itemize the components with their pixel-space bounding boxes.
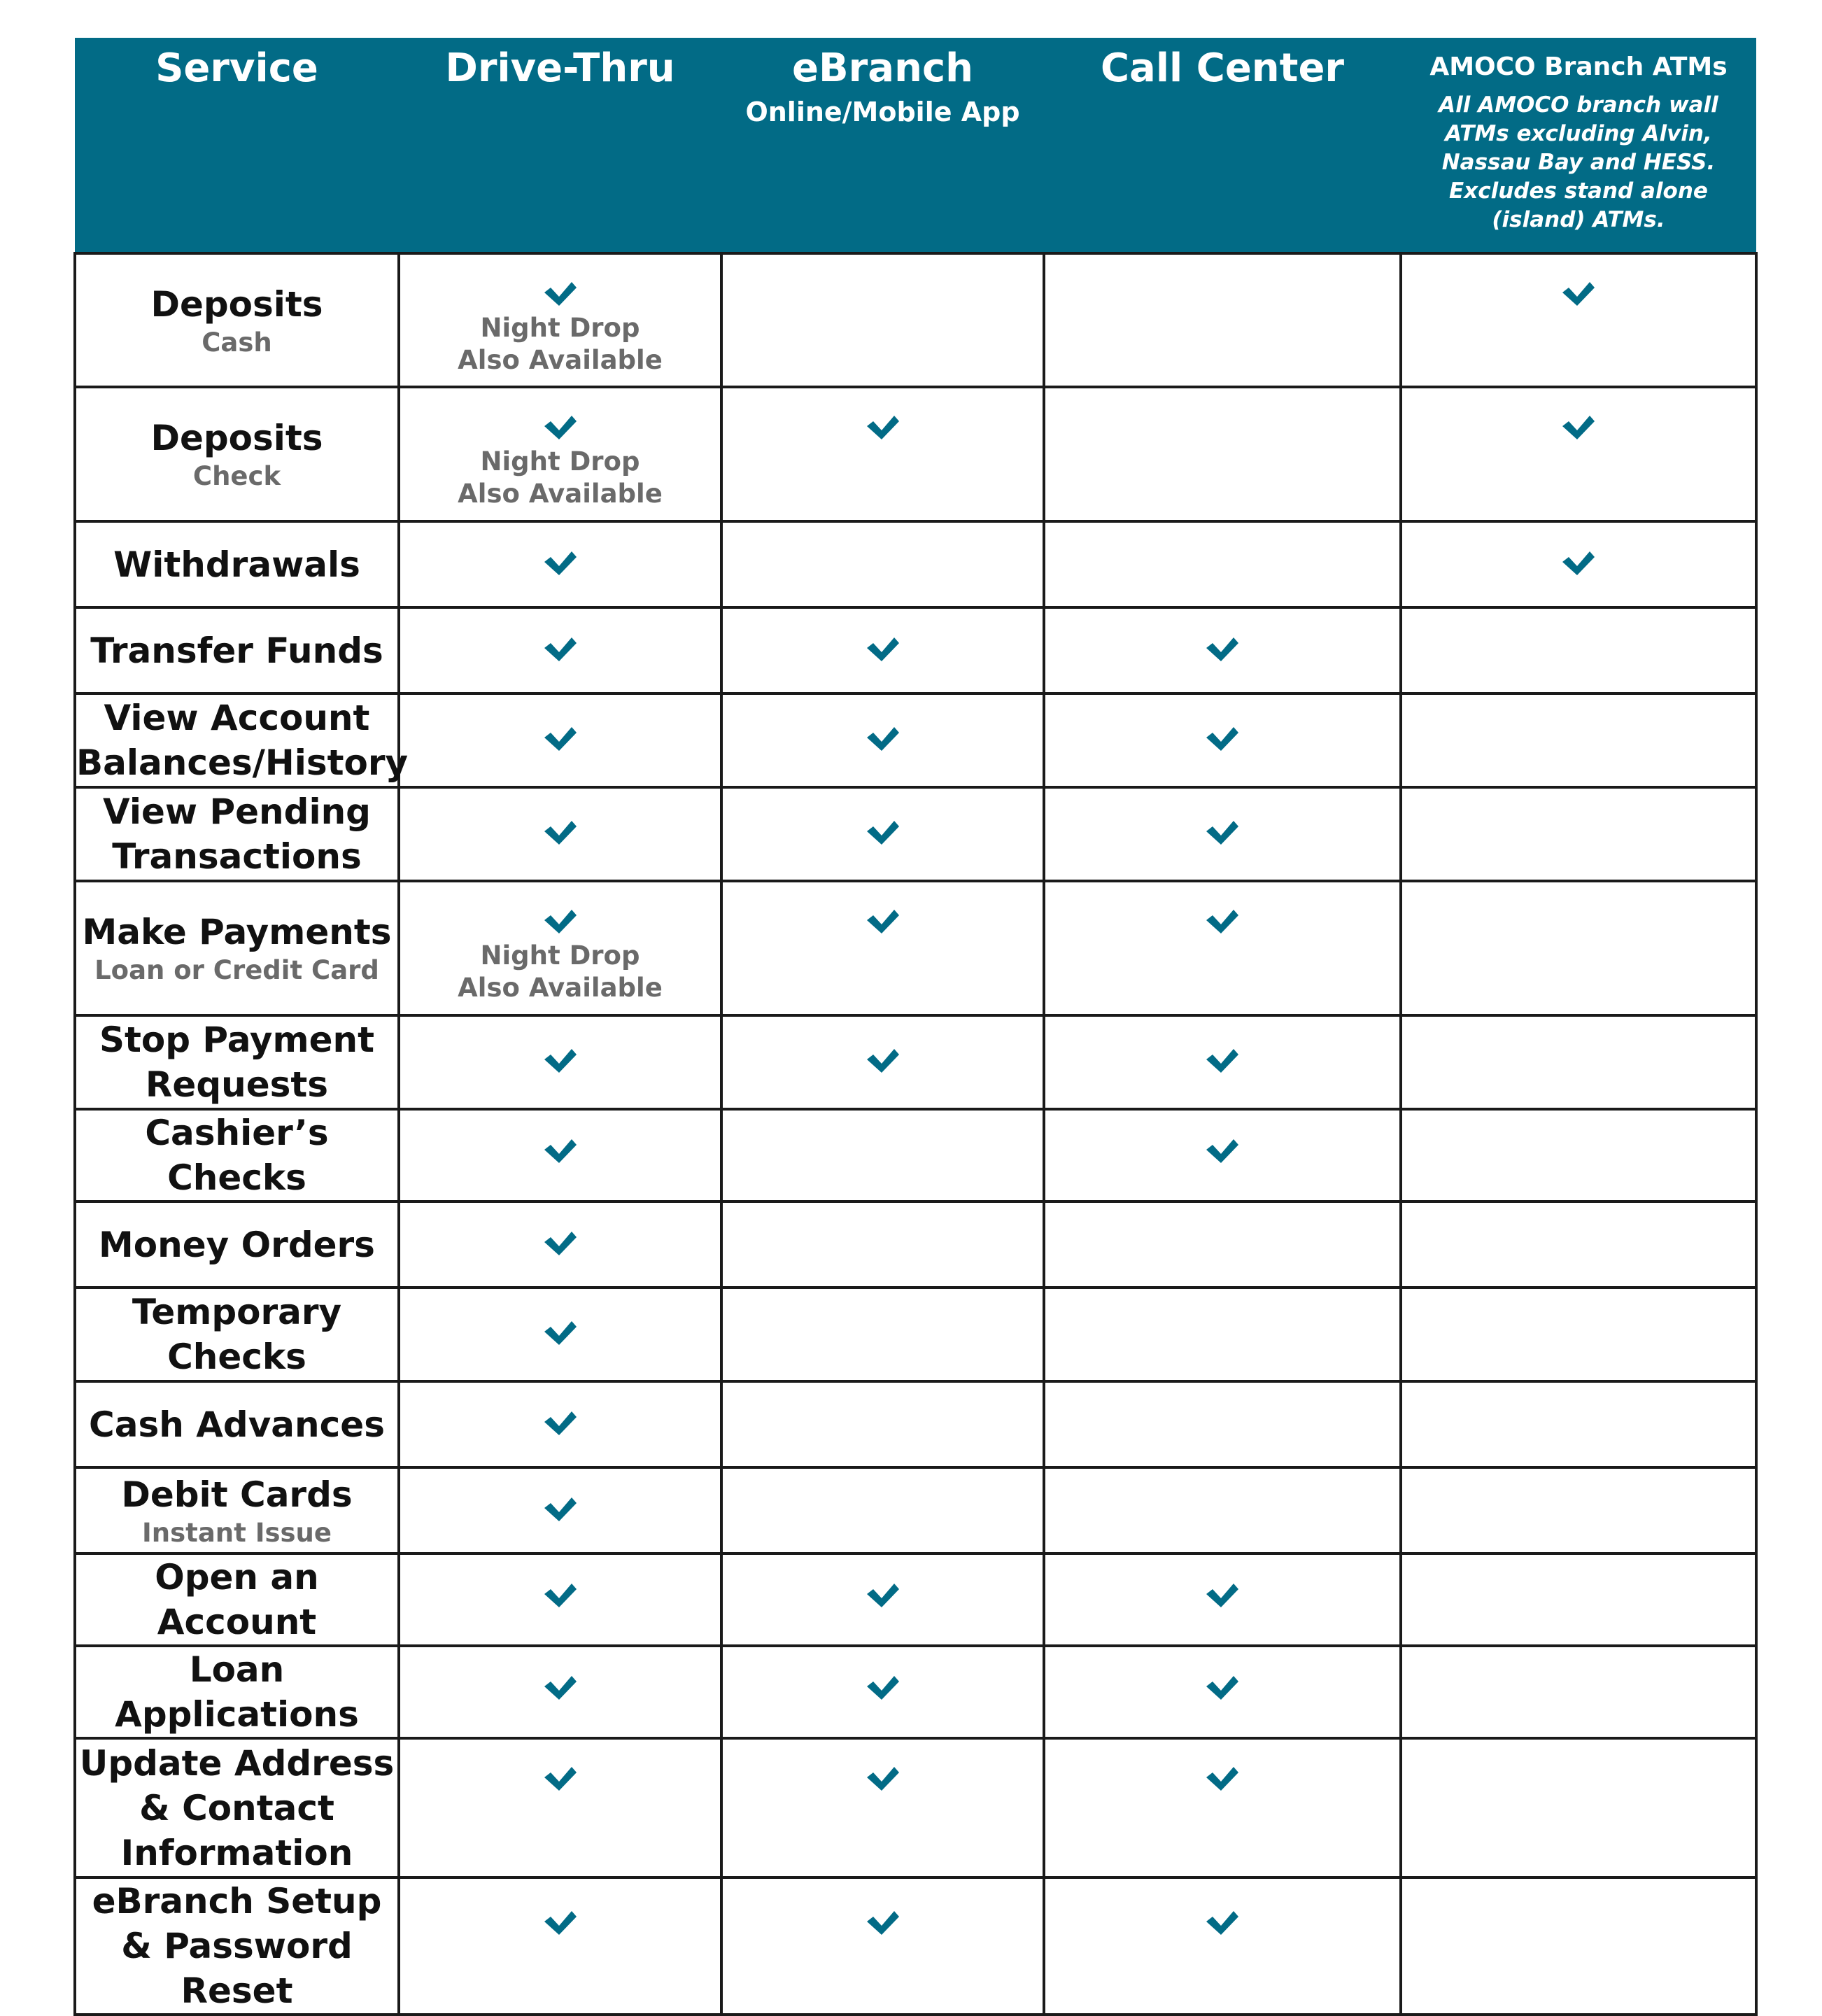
checkmark-icon — [1205, 1047, 1240, 1075]
service-cell — [75, 1015, 399, 1109]
availability-cell-atm — [1401, 1109, 1756, 1201]
checkmark-icon — [543, 635, 578, 663]
service-cell — [75, 1109, 399, 1201]
availability-mark — [723, 1555, 1043, 1609]
availability-mark — [400, 1383, 720, 1437]
availability-cell-ebranch — [721, 1381, 1044, 1467]
availability-mark — [723, 388, 1043, 442]
checkmark-icon — [1205, 1765, 1240, 1793]
header-drive-thru — [399, 38, 721, 253]
checkmark-icon — [866, 1581, 901, 1609]
availability-cell-atm — [1401, 1381, 1756, 1467]
availability-mark — [400, 1647, 720, 1702]
service-cell — [75, 787, 399, 881]
table-row — [75, 1201, 1756, 1288]
availability-cell-atm — [1401, 1467, 1756, 1553]
checkmark-icon — [866, 1047, 901, 1075]
table-row — [75, 1738, 1756, 1877]
service-cell — [75, 607, 399, 693]
availability-mark — [400, 1289, 720, 1347]
service-name: View Pending Transactions — [103, 791, 371, 877]
availability-mark — [1045, 1879, 1399, 1937]
availability-mark — [400, 1740, 720, 1793]
header-service — [75, 38, 399, 253]
availability-mark — [1045, 1555, 1399, 1609]
availability-cell-drive-thru — [399, 1109, 721, 1201]
availability-cell-atm — [1401, 787, 1756, 881]
availability-mark — [1402, 388, 1755, 442]
availability-cell-drive-thru — [399, 607, 721, 693]
service-subtitle: Check — [192, 461, 281, 491]
checkmark-icon — [1205, 1674, 1240, 1702]
availability-cell-drive-thru — [399, 1381, 721, 1467]
availability-cell-call-center — [1044, 387, 1401, 521]
availability-cell-call-center — [1044, 1738, 1401, 1877]
availability-cell-atm — [1401, 1738, 1756, 1877]
availability-cell-ebranch — [721, 387, 1044, 521]
availability-cell-call-center — [1044, 607, 1401, 693]
availability-cell-ebranch — [721, 1201, 1044, 1288]
availability-cell-ebranch — [721, 1738, 1044, 1877]
availability-cell-drive-thru — [399, 787, 721, 881]
table-row — [75, 1553, 1756, 1646]
checkmark-icon — [543, 1047, 578, 1075]
checkmark-icon — [1205, 1137, 1240, 1165]
availability-cell-drive-thru — [399, 521, 721, 607]
availability-cell-atm — [1401, 253, 1756, 387]
service-name: Money Orders — [99, 1224, 375, 1265]
availability-cell-drive-thru — [399, 1646, 721, 1738]
header-ebranch — [721, 38, 1044, 253]
table-row — [75, 1467, 1756, 1553]
header-service-label: Service — [155, 45, 318, 91]
checkmark-icon — [1561, 549, 1596, 577]
availability-mark — [723, 695, 1043, 753]
availability-cell-call-center — [1044, 1015, 1401, 1109]
table-row — [75, 881, 1756, 1015]
service-cell — [75, 1201, 399, 1288]
availability-cell-atm — [1401, 1646, 1756, 1738]
service-cell — [75, 387, 399, 521]
checkmark-icon — [1205, 635, 1240, 663]
checkmark-icon — [866, 635, 901, 663]
checkmark-icon — [543, 1765, 578, 1793]
checkmark-icon — [543, 725, 578, 753]
availability-cell-ebranch — [721, 693, 1044, 787]
availability-mark — [723, 882, 1043, 936]
header-ebranch-subtitle: Online/Mobile App — [745, 97, 1020, 127]
availability-cell-ebranch — [721, 1646, 1044, 1738]
service-cell — [75, 1646, 399, 1738]
night-drop-note: Night Drop — [480, 313, 640, 343]
service-name: eBranch Setup & Password Reset — [92, 1881, 382, 2011]
services-table-wrapper — [73, 38, 1755, 2016]
availability-mark — [400, 388, 720, 510]
availability-mark — [723, 1647, 1043, 1702]
table-row — [75, 387, 1756, 521]
availability-cell-call-center — [1044, 253, 1401, 387]
checkmark-icon — [543, 1581, 578, 1609]
availability-mark — [1045, 882, 1399, 936]
checkmark-icon — [866, 414, 901, 442]
availability-mark — [400, 695, 720, 753]
table-row — [75, 607, 1756, 693]
availability-mark — [1045, 609, 1399, 663]
checkmark-icon — [543, 1229, 578, 1257]
availability-mark — [400, 882, 720, 1004]
availability-cell-drive-thru — [399, 253, 721, 387]
availability-cell-drive-thru — [399, 1467, 721, 1553]
availability-cell-ebranch — [721, 1288, 1044, 1381]
service-name: Cashier’s Checks — [145, 1113, 329, 1198]
service-name: View Account Balances/History — [76, 698, 409, 783]
checkmark-icon — [543, 1674, 578, 1702]
availability-cell-ebranch — [721, 787, 1044, 881]
availability-cell-atm — [1401, 1553, 1756, 1646]
service-cell — [75, 881, 399, 1015]
availability-cell-drive-thru — [399, 693, 721, 787]
service-name: Loan Applications — [115, 1649, 359, 1735]
availability-cell-call-center — [1044, 1646, 1401, 1738]
availability-cell-call-center — [1044, 521, 1401, 607]
service-name: Open an Account — [155, 1557, 319, 1642]
availability-mark — [723, 609, 1043, 663]
availability-mark — [723, 1017, 1043, 1075]
table-row — [75, 787, 1756, 881]
service-name: Transfer Funds — [90, 630, 383, 671]
availability-cell-drive-thru — [399, 387, 721, 521]
checkmark-icon — [1561, 414, 1596, 442]
night-drop-note: Night Drop — [480, 940, 640, 971]
service-name: Update Address & Contact Information — [79, 1742, 395, 1873]
availability-mark — [400, 609, 720, 663]
service-cell — [75, 253, 399, 387]
header-call-center — [1044, 38, 1401, 253]
availability-cell-ebranch — [721, 1553, 1044, 1646]
checkmark-icon — [866, 1674, 901, 1702]
table-row — [75, 521, 1756, 607]
availability-cell-call-center — [1044, 1201, 1401, 1288]
header-drive-thru-label: Drive-Thru — [445, 45, 675, 91]
header-ebranch-label: eBranch — [792, 45, 973, 91]
availability-cell-ebranch — [721, 521, 1044, 607]
service-subtitle: Instant Issue — [142, 1517, 332, 1548]
service-name: Deposits — [150, 418, 323, 458]
availability-mark — [723, 789, 1043, 847]
availability-mark — [1045, 1740, 1399, 1793]
service-cell — [75, 1467, 399, 1553]
availability-mark — [1402, 523, 1755, 577]
availability-cell-drive-thru — [399, 1288, 721, 1381]
availability-cell-ebranch — [721, 1015, 1044, 1109]
service-cell — [75, 1738, 399, 1877]
checkmark-icon — [543, 1319, 578, 1347]
availability-cell-drive-thru — [399, 881, 721, 1015]
availability-cell-atm — [1401, 1288, 1756, 1381]
availability-mark — [1045, 1111, 1399, 1165]
service-name: Deposits — [150, 283, 323, 325]
service-name: Temporary Checks — [132, 1292, 342, 1377]
also-available-note: Also Available — [458, 973, 663, 1003]
table-row — [75, 1015, 1756, 1109]
table-row — [75, 1288, 1756, 1381]
checkmark-icon — [543, 1409, 578, 1437]
availability-mark — [1045, 1017, 1399, 1075]
checkmark-icon — [1561, 280, 1596, 308]
availability-cell-atm — [1401, 881, 1756, 1015]
header-atm — [1401, 38, 1756, 253]
checkmark-icon — [866, 1909, 901, 1937]
checkmark-icon — [866, 1765, 901, 1793]
availability-mark — [1045, 695, 1399, 753]
service-subtitle: Cash — [202, 327, 272, 358]
checkmark-icon — [1205, 819, 1240, 847]
service-cell — [75, 693, 409, 787]
table-row — [75, 253, 1756, 387]
availability-cell-call-center — [1044, 693, 1401, 787]
checkmark-icon — [543, 549, 578, 577]
service-subtitle: Loan or Credit Card — [94, 955, 379, 985]
availability-mark — [400, 1017, 720, 1075]
service-cell — [75, 1288, 399, 1381]
service-name: Withdrawals — [113, 544, 360, 585]
service-cell — [75, 1553, 399, 1646]
availability-mark — [1402, 255, 1755, 308]
checkmark-icon — [543, 1495, 578, 1523]
availability-mark — [400, 1879, 720, 1937]
availability-cell-ebranch — [721, 253, 1044, 387]
checkmark-icon — [866, 908, 901, 936]
availability-cell-call-center — [1044, 787, 1401, 881]
checkmark-icon — [543, 1909, 578, 1937]
availability-cell-atm — [1401, 387, 1756, 521]
availability-cell-drive-thru — [399, 1553, 721, 1646]
checkmark-icon — [1205, 725, 1240, 753]
availability-cell-ebranch — [721, 1467, 1044, 1553]
checkmark-icon — [543, 1137, 578, 1165]
availability-mark — [1045, 789, 1399, 847]
table-row — [75, 1646, 1756, 1738]
availability-mark — [400, 1555, 720, 1609]
table-row — [75, 693, 1756, 787]
services-table-body — [75, 253, 1756, 2015]
availability-cell-call-center — [1044, 1467, 1401, 1553]
availability-cell-call-center — [1044, 1109, 1401, 1201]
availability-cell-atm — [1401, 607, 1756, 693]
service-cell — [75, 521, 399, 607]
header-atm-label: AMOCO Branch ATMs — [1429, 52, 1728, 81]
availability-cell-atm — [1401, 1201, 1756, 1288]
checkmark-icon — [866, 725, 901, 753]
availability-cell-atm — [1401, 521, 1756, 607]
availability-mark — [400, 255, 720, 376]
availability-cell-call-center — [1044, 1381, 1401, 1467]
availability-cell-drive-thru — [399, 1738, 721, 1877]
checkmark-icon — [543, 414, 578, 442]
availability-mark — [400, 1203, 720, 1257]
service-name: Debit Cards — [121, 1474, 353, 1515]
availability-cell-drive-thru — [399, 1201, 721, 1288]
availability-mark — [400, 1469, 720, 1523]
availability-cell-ebranch — [721, 881, 1044, 1015]
service-name: Make Payments — [82, 912, 392, 952]
also-available-note: Also Available — [458, 479, 663, 509]
availability-cell-call-center — [1044, 1288, 1401, 1381]
availability-mark — [723, 1879, 1043, 1937]
checkmark-icon — [1205, 1581, 1240, 1609]
availability-cell-call-center — [1044, 1553, 1401, 1646]
availability-mark — [1045, 1647, 1399, 1702]
table-row — [75, 1381, 1756, 1467]
checkmark-icon — [543, 908, 578, 936]
checkmark-icon — [866, 819, 901, 847]
availability-cell-call-center — [1044, 881, 1401, 1015]
service-name: Stop Payment Requests — [99, 1020, 375, 1105]
header-call-center-label: Call Center — [1100, 45, 1345, 91]
availability-mark — [400, 1111, 720, 1165]
checkmark-icon — [543, 819, 578, 847]
night-drop-note: Night Drop — [480, 446, 640, 477]
services-comparison-table — [73, 38, 1758, 2016]
availability-cell-atm — [1401, 1015, 1756, 1109]
availability-cell-ebranch — [721, 1109, 1044, 1201]
header-atm-note: All AMOCO branch wall ATMs excluding Alvin, Nassau Bay and HESS. Excludes stand alone (island) ATMs. — [1439, 92, 1718, 232]
availability-mark — [400, 523, 720, 577]
availability-mark — [723, 1740, 1043, 1793]
checkmark-icon — [1205, 908, 1240, 936]
availability-mark — [400, 789, 720, 847]
service-cell — [75, 1381, 399, 1467]
table-row — [75, 1109, 1756, 1201]
availability-cell-atm — [1401, 693, 1756, 787]
availability-cell-ebranch — [721, 607, 1044, 693]
also-available-note: Also Available — [458, 345, 663, 375]
checkmark-icon — [1205, 1909, 1240, 1937]
service-name: Cash Advances — [89, 1404, 385, 1445]
checkmark-icon — [543, 280, 578, 308]
availability-cell-drive-thru — [399, 1015, 721, 1109]
header-row — [75, 38, 1756, 253]
